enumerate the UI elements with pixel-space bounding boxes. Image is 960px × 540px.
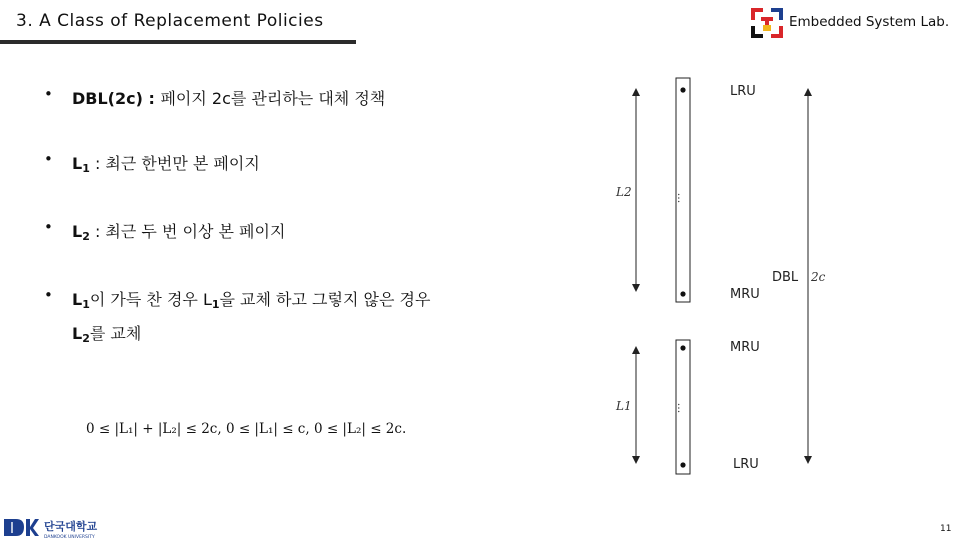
l1-label: L1 (616, 399, 632, 413)
lab-name: Embedded System Lab. (789, 14, 950, 30)
l2-ellipsis: ... (675, 192, 688, 204)
l2-list-box (676, 78, 690, 302)
bullet-l2-text: : 최근 두 번 이상 본 페이지 (89, 222, 286, 241)
l2-lru-dot (680, 87, 685, 92)
bullet-l1-term: L (72, 154, 83, 173)
page-number: 11 (940, 524, 952, 534)
bullet-dot: • (44, 286, 53, 304)
dbl-diagram (600, 70, 840, 480)
dbl-size-label: 2c (811, 270, 826, 284)
bullet-dot: • (44, 150, 53, 168)
bottom-lru-label: LRU (733, 457, 759, 472)
bullet-l2-term: L (72, 222, 83, 241)
bullet-dot: • (44, 85, 53, 103)
bullet-dbl-text: 페이지 2c를 관리하는 대체 정책 (160, 89, 386, 108)
size-constraint-formula: 0 ≤ |L₁| + |L₂| ≤ 2c, 0 ≤ |L₁| ≤ c, 0 ≤ |L₂| ≤ 2c. (86, 421, 407, 437)
lab-logo-icon (751, 8, 783, 38)
university-name: 단국대학교 (44, 520, 98, 533)
l2-label: L2 (616, 185, 632, 199)
bullet-dot: • (44, 218, 53, 236)
top-mru-label: MRU (730, 287, 760, 302)
title-underline (0, 40, 356, 44)
university-name-en: DANKOOK UNIVERSITY (44, 535, 95, 540)
bottom-mru-label: MRU (730, 340, 760, 355)
l1-mru-dot (680, 345, 685, 350)
l2-mru-dot (680, 291, 685, 296)
dbl-label: DBL (772, 270, 799, 285)
bullet-dbl-term: DBL(2c) : (72, 89, 161, 108)
l1-ellipsis: ... (675, 402, 688, 414)
top-lru-label: LRU (730, 84, 756, 99)
l1-lru-dot (680, 462, 685, 467)
slide-title: 3. A Class of Replacement Policies (16, 11, 324, 31)
bullet-l1-text: : 최근 한번만 본 페이지 (89, 154, 260, 173)
university-logo (2, 516, 120, 540)
